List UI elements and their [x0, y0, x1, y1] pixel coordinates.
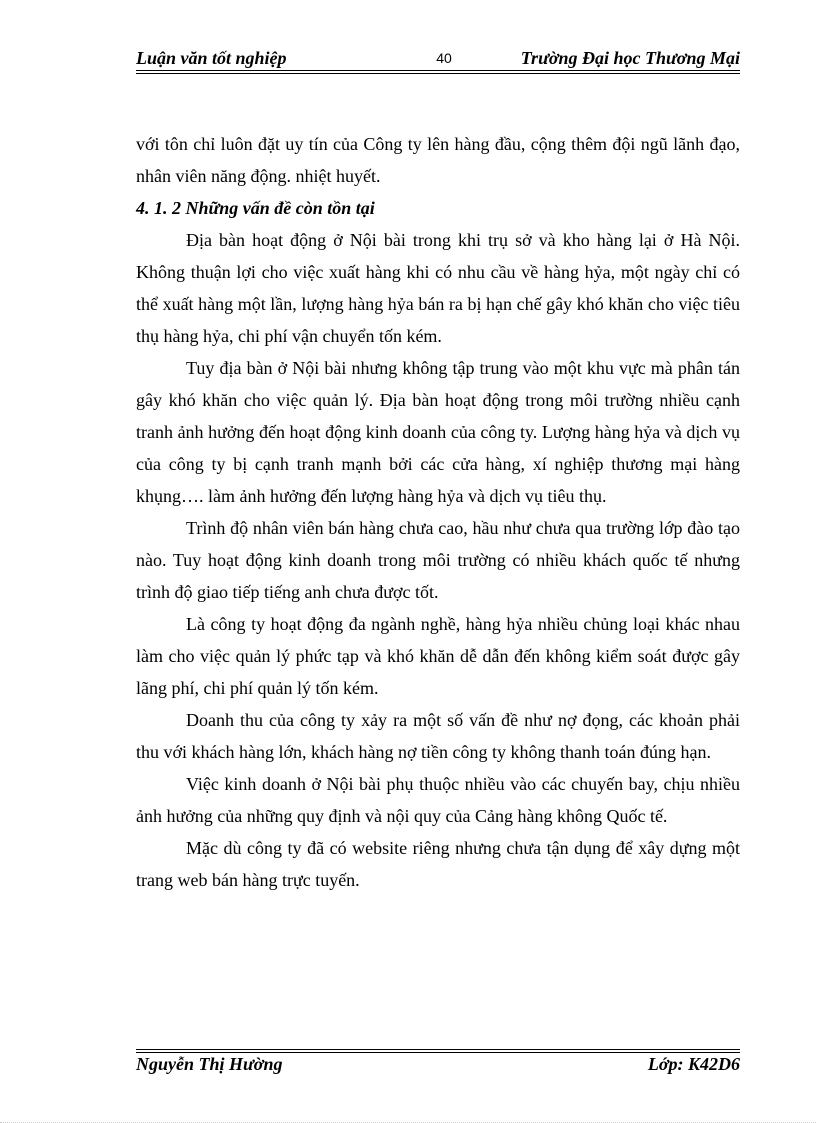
- page-number: 40: [436, 50, 452, 66]
- page-footer: [136, 1054, 740, 1078]
- paragraph-revenue: Doanh thu của công ty xảy ra một số vấn đề như nợ đọng, các khoản phải thu với khách hàng lớn, khách hàng nợ tiền công ty không thanh toán đúng hạn.: [136, 710, 740, 762]
- header-rule-second: [136, 73, 740, 74]
- paragraph-website: Mặc dù công ty đã có website riêng nhưng chưa tận dụng để xây dựng một trang web bán hàng trực tuyến.: [136, 838, 740, 890]
- footer-rule-second: [136, 1052, 740, 1053]
- footer-author: Nguyễn Thị Hường: [136, 1054, 283, 1074]
- header-thesis-title: Luận văn tốt nghiệp: [136, 48, 287, 68]
- section-heading: 4. 1. 2 Những vấn đề còn tồn tại: [136, 198, 375, 218]
- header-rule: [136, 70, 740, 71]
- footer-class: Lớp: K42D6: [647, 1054, 740, 1074]
- footer-rule: [136, 1049, 740, 1050]
- page-header: [136, 46, 740, 72]
- document-body: [136, 128, 740, 896]
- paragraph-competition: Tuy địa bàn ở Nội bài nhưng không tập trung vào một khu vực mà phân tán gây khó khăn cho việc quản lý. Địa bàn hoạt động trong môi trường nhiều cạnh tranh ảnh hưởng đến hoạt động kinh doanh của công ty. Lượng hàng hỷa và dịch vụ của công ty bị cạnh tranh mạnh bởi các cửa hàng, xí nghiệp thương mại hàng khụng…. làm ảnh hưởng đến lượng hàng hỷa và dịch vụ tiêu thụ.: [136, 358, 740, 506]
- header-university: Trường Đại học Thương Mại: [520, 48, 740, 68]
- paragraph-staff: Trình độ nhân viên bán hàng chưa cao, hầu như chưa qua trường lớp đào tạo nào. Tuy hoạt động kinh doanh trong môi trường có nhiều khách quốc tế nhưng trình độ giao tiếp tiếng anh chưa được tốt.: [136, 518, 740, 602]
- paragraph-flights: Việc kinh doanh ở Nội bài phụ thuộc nhiều vào các chuyến bay, chịu nhiều ảnh hưởng của những quy định và nội quy của Cảng hàng không Quốc tế.: [136, 774, 740, 826]
- paragraph-location: Địa bàn hoạt động ở Nội bài trong khi trụ sở và kho hàng lại ở Hà Nội. Không thuận lợi cho việc xuất hàng khi có nhu cầu về hàng hỷa, một ngày chỉ có thể xuất hàng một lần, lượng hàng hỷa bán ra bị hạn chế gây khó khăn cho việc tiêu thụ hàng hỷa, chi phí vận chuyển tốn kém.: [136, 230, 740, 346]
- paragraph-continuation: với tôn chỉ luôn đặt uy tín của Công ty lên hàng đầu, cộng thêm đội ngũ lãnh đạo, nhân viên năng động. nhiệt huyết.: [136, 134, 740, 186]
- paragraph-management: Là công ty hoạt động đa ngành nghề, hàng hỷa nhiều chủng loại khác nhau làm cho việc quản lý phức tạp và khó khăn dễ dẫn đến không kiểm soát được gây lãng phí, chi phí quản lý tốn kém.: [136, 614, 740, 698]
